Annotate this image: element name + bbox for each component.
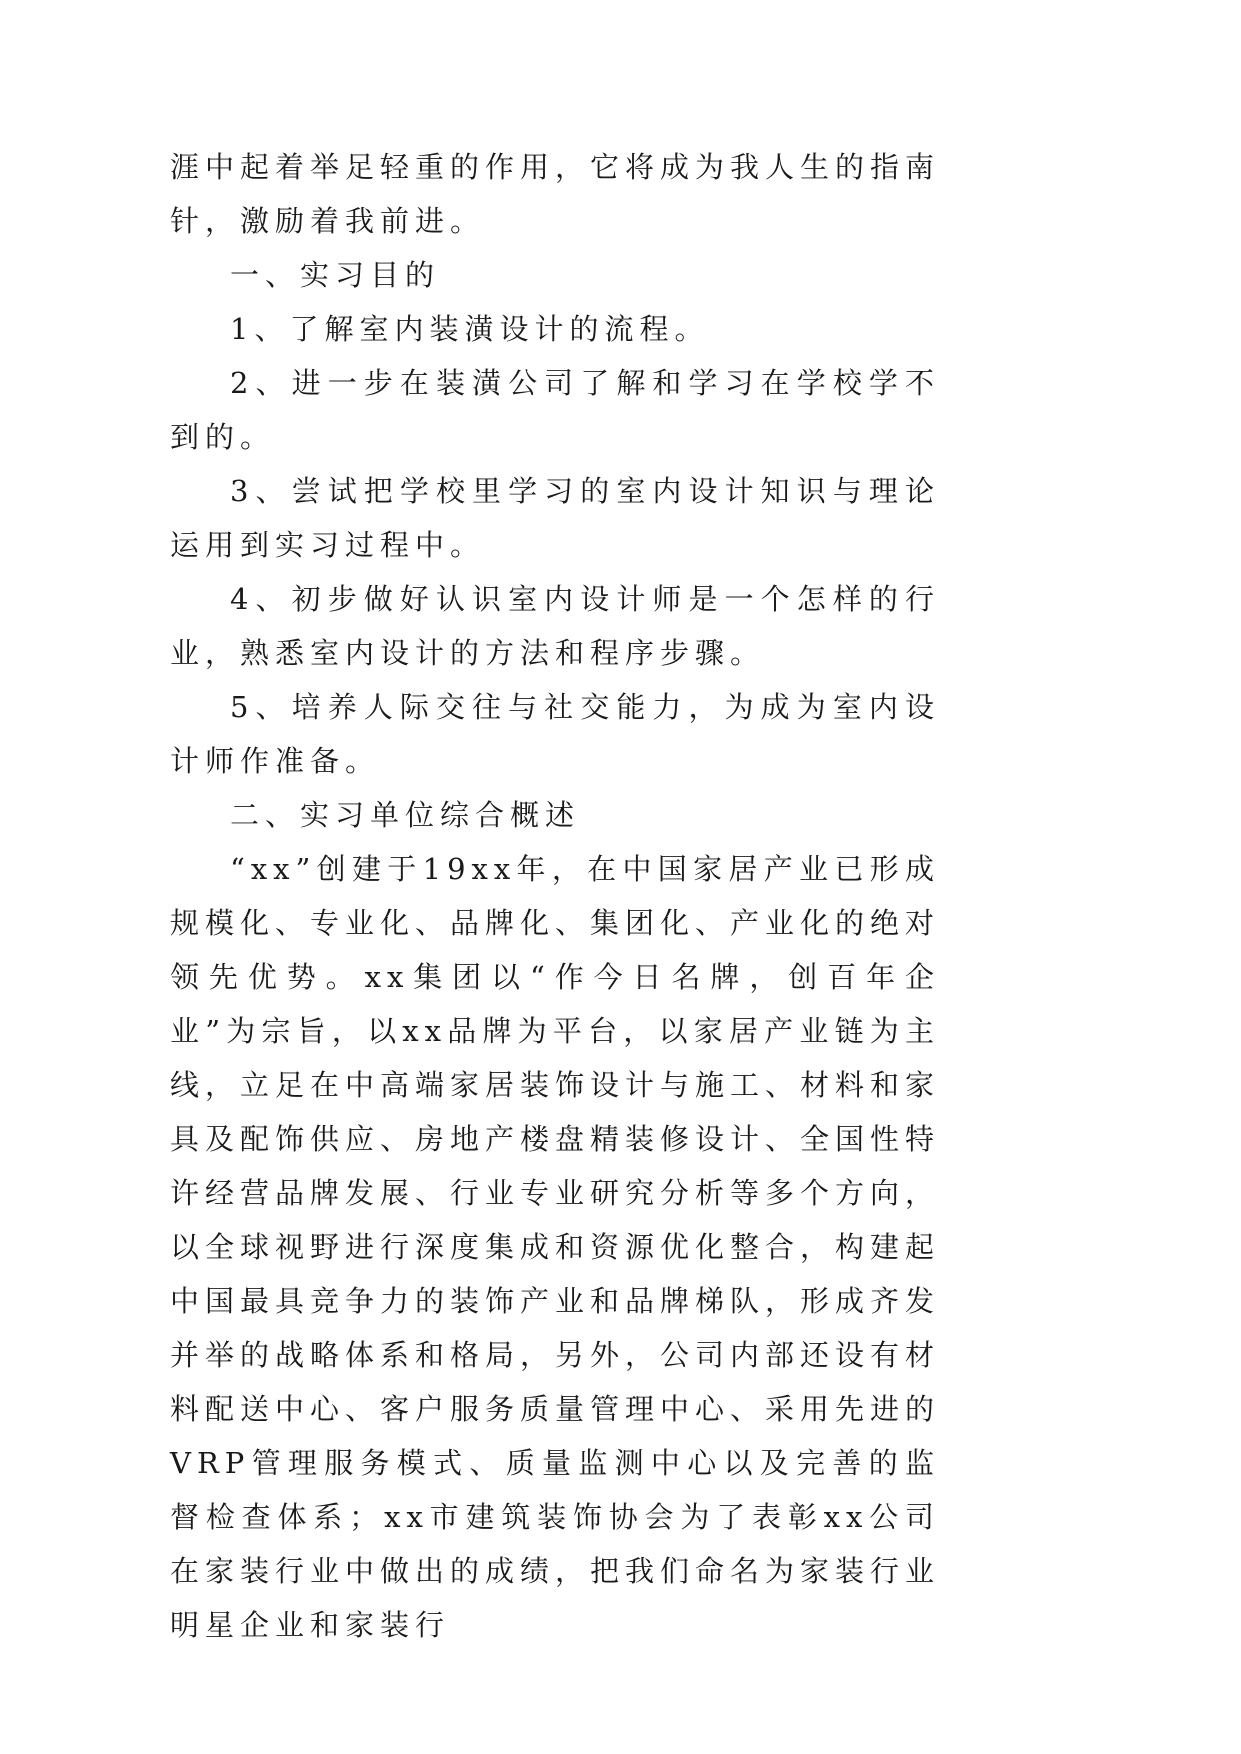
list-item-purpose-2: 2、进一步在装潢公司了解和学习在学校学不到的。	[170, 366, 940, 454]
list-item-purpose-3: 3、尝试把学校里学习的室内设计知识与理论运用到实习过程中。	[170, 474, 940, 562]
paragraph-intro-continuation: 涯中起着举足轻重的作用，它将成为我人生的指南针，激励着我前进。	[170, 150, 941, 238]
list-item-purpose-4: 4、初步做好认识室内设计师是一个怎样的行业，熟悉室内设计的方法和程序步骤。	[170, 582, 940, 670]
document-body	[170, 140, 940, 1652]
list-item-purpose-1: 1、了解室内装潢设计的流程。	[230, 312, 710, 346]
list-item-purpose-5: 5、培养人际交往与社交能力，为成为室内设计师作准备。	[170, 690, 940, 778]
heading-company-overview: 二、实习单位综合概述	[230, 798, 581, 832]
heading-internship-purpose: 一、实习目的	[230, 258, 441, 292]
paragraph-company-overview: “xx”创建于19xx年，在中国家居产业已形成规模化、专业化、品牌化、集团化、产业化的绝对领先优势。xx集团以“作今日名牌，创百年企业”为宗旨，以xx品牌为平台，以家居产业链为主线，立足在中高端家居装饰设计与施工、材料和家具及配饰供应、房地产楼盘精装修设计、全国性特许经营品牌发展、行业专业研究分析等多个方向，以全球视野进行深度集成和资源优化整合，构建起中国最具竞争力的装饰产业和品牌梯队，形成齐发并举的战略体系和格局，另外，公司内部还设有材料配送中心、客户服务质量管理中心、采用先进的VRP管理服务模式、质量监测中心以及完善的监督检查体系；xx市建筑装饰协会为了表彰xx公司在家装行业中做出的成绩，把我们命名为家装行业明星企业和家装行	[170, 852, 941, 1642]
